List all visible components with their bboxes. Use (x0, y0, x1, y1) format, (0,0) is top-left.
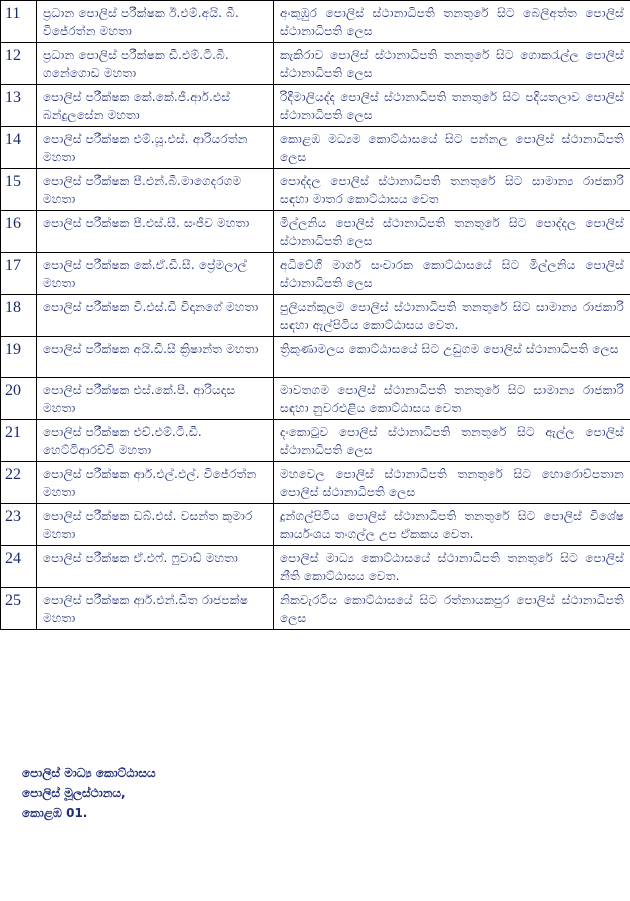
row-number: 14 (1, 127, 37, 169)
transfer-details: මාවතගම පොලිස් ස්ථානාධිපති තනතුරේ සිට සාමාන්‍ය රාජකාරි සඳහා නුවරඑළිය කොට්ඨාසය වෙත (274, 378, 630, 420)
officer-name: පොලිස් පරීක්ෂක කේ.ඒ.ඩී.සී. ප්‍රේමලාල් මහතා (37, 253, 274, 295)
transfer-details: පොලිස් මාධ්‍ය කොට්ඨාසයේ ස්ථානාධිපති තනතුරේ සිට පොලිස් නීති කොට්ඨාසය වෙත. (274, 546, 630, 588)
officer-name: පොලිස් පරීක්ෂක එස්.කේ.පී. ආරියදාස මහතා (37, 378, 274, 420)
officer-name: ප්‍රධාන පොලිස් පරීක්ෂක ඩී.එම්.ටී.බී. ගනේගොඩ මහතා (37, 43, 274, 85)
table-row (1, 169, 630, 211)
table-row (1, 127, 630, 169)
table-row (1, 378, 630, 420)
table-row (1, 337, 630, 378)
transfer-details: කොළඹ මධ්‍යම කොට්ඨාසයේ සිට පන්නල පොලිස් ස්ථානාධිපති ලෙස (274, 127, 630, 169)
transfer-details: අංකුඹුර පොලිස් ස්ථානාධිපති තනතුරේ සිට බෙලිඅත්ත පොලිස් ස්ථානාධිපති ලෙස (274, 1, 630, 43)
transfer-details: පුලියන්කුලම පොලිස් ස්ථානාධිපති තනතුරේ සිට සාමාන්‍ය රාජකාරි සඳහා ඇල්පිටිය කොට්ඨාසය වෙත. (274, 295, 630, 337)
table-row (1, 588, 630, 630)
officer-name: පොලිස් පරීක්ෂක වී.එස්.ඩී විදානගේ මහතා (37, 295, 274, 337)
table-row (1, 420, 630, 462)
transfer-details: කැකිරාව පොලිස් ස්ථානාධිපති තනතුරේ සිට ගොකරැල්ල පොලිස් ස්ථානාධිපති ලෙස (274, 43, 630, 85)
officer-name: පොලිස් පරීක්ෂක පී.එන්.බී.මාගෙදරගම මහතා (37, 169, 274, 211)
transfer-details: ත්‍රිකුණාමලය කොට්ඨාසයේ සිට උඩුගම පොලිස් ස්ථානාධිපති ලෙස (274, 337, 630, 378)
row-number: 24 (1, 546, 37, 588)
row-number: 20 (1, 378, 37, 420)
issuer-headquarters: පොලිස් මූලස්ථානය, (22, 786, 126, 800)
officer-name: පොලිස් පරීක්ෂක එච්.එම්.ටී.ඩී. හෙට්ටිආරච්චි මහතා (37, 420, 274, 462)
issuer-division: පොලිස් මාධ්‍ය කොට්ඨාසය (22, 766, 156, 780)
transfer-details: මිල්ලනිය පොලිස් ස්ථානාධිපති තනතුරේ සිට පොද්දල පොලිස් ස්ථානාධිපති ලෙස (274, 211, 630, 253)
officer-name: ප්‍රධාන පොලිස් පරීක්ෂක ඊ.එම්.අයි. බී. විජේරත්න මහතා (37, 1, 274, 43)
row-number: 15 (1, 169, 37, 211)
row-number: 16 (1, 211, 37, 253)
table-row (1, 253, 630, 295)
row-number: 23 (1, 504, 37, 546)
row-number: 18 (1, 295, 37, 337)
transfer-details: දූන්ගල්පිටිය පොලිස් ස්ථානාධිපති තනතුරේ සිට පොලිස් විශේෂ කාර්යංශය තංගල්ල උප ඒකකය වෙත. (274, 504, 630, 546)
table-row (1, 546, 630, 588)
issuer-signature-block (22, 763, 156, 823)
transfer-details: මහවෙල පොලිස් ස්ථානාධිපති තනතුරේ සිට හොරොව්පතාන පොලිස් ස්ථානාධිපති ලෙස (274, 462, 630, 504)
table-row (1, 211, 630, 253)
transfer-details: නිකවැරටිය කොට්ඨාසයේ සිට රත්නායකපුර පොලිස් ස්ථානාධිපති ලෙස (274, 588, 630, 630)
row-number: 22 (1, 462, 37, 504)
row-number: 17 (1, 253, 37, 295)
officer-name: පොලිස් පරීක්ෂක ආර්.එන්.ඩීත රාජපක්ෂ මහතා (37, 588, 274, 630)
table-row (1, 462, 630, 504)
row-number: 19 (1, 337, 37, 378)
officer-name: පොලිස් පරීක්ෂක කේ.කේ.ජී.ආර්.එස් බන්දුලසේන මහතා (37, 85, 274, 127)
table-row (1, 295, 630, 337)
row-number: 12 (1, 43, 37, 85)
row-number: 13 (1, 85, 37, 127)
issuer-city: කොළඹ 01. (22, 806, 88, 820)
transfer-details: දංකොටුව පොලිස් ස්ථානාධිපති තනතුරේ සිට ඇල්ල පොලිස් ස්ථානාධිපති ලෙස (274, 420, 630, 462)
row-number: 21 (1, 420, 37, 462)
officer-name: පොලිස් පරීක්ෂක ඒ.එෆ්. ෆුවාඩ් මහතා (37, 546, 274, 588)
officer-name: පොලිස් පරීක්ෂක ඩබ්.එස්. වසන්ත කුමාර මහතා (37, 504, 274, 546)
officer-name: පොලිස් පරීක්ෂක පී.එස්.සී. සංජීව මහතා (37, 211, 274, 253)
transfer-table-body (1, 1, 630, 630)
row-number: 11 (1, 1, 37, 43)
row-number: 25 (1, 588, 37, 630)
officer-name: පොලිස් පරීක්ෂක ආර්.එල්.එල්. විජේරත්න මහතා (37, 462, 274, 504)
officer-name: පොලිස් පරීක්ෂක එම්.යූ.එස්. ආරියරත්න මහතා (37, 127, 274, 169)
transfer-details: රිදීමාලියද්ද පොලිස් ස්ථානාධිපති තනතුරේ සිට පදියතලාව පොලිස් ස්ථානාධිපති ලෙස (274, 85, 630, 127)
table-row (1, 85, 630, 127)
officer-name: පොලිස් පරීක්ෂක අයි.ඩී.සී ක්‍රිෂාන්ත මහතා (37, 337, 274, 378)
table-row (1, 1, 630, 43)
transfer-details: පොද්දල පොලිස් ස්ථානාධිපති තනතුරේ සිට සාමාන්‍ය රාජකාරි සඳහා මාතර කොට්ඨාසය වෙත (274, 169, 630, 211)
table-row (1, 504, 630, 546)
transfer-details: අධිවේගී මාර්ග සංචාරක කොට්ඨාසයේ සිට මිල්ලනිය පොලිස් ස්ථානාධිපති ලෙස (274, 253, 630, 295)
table-row (1, 43, 630, 85)
